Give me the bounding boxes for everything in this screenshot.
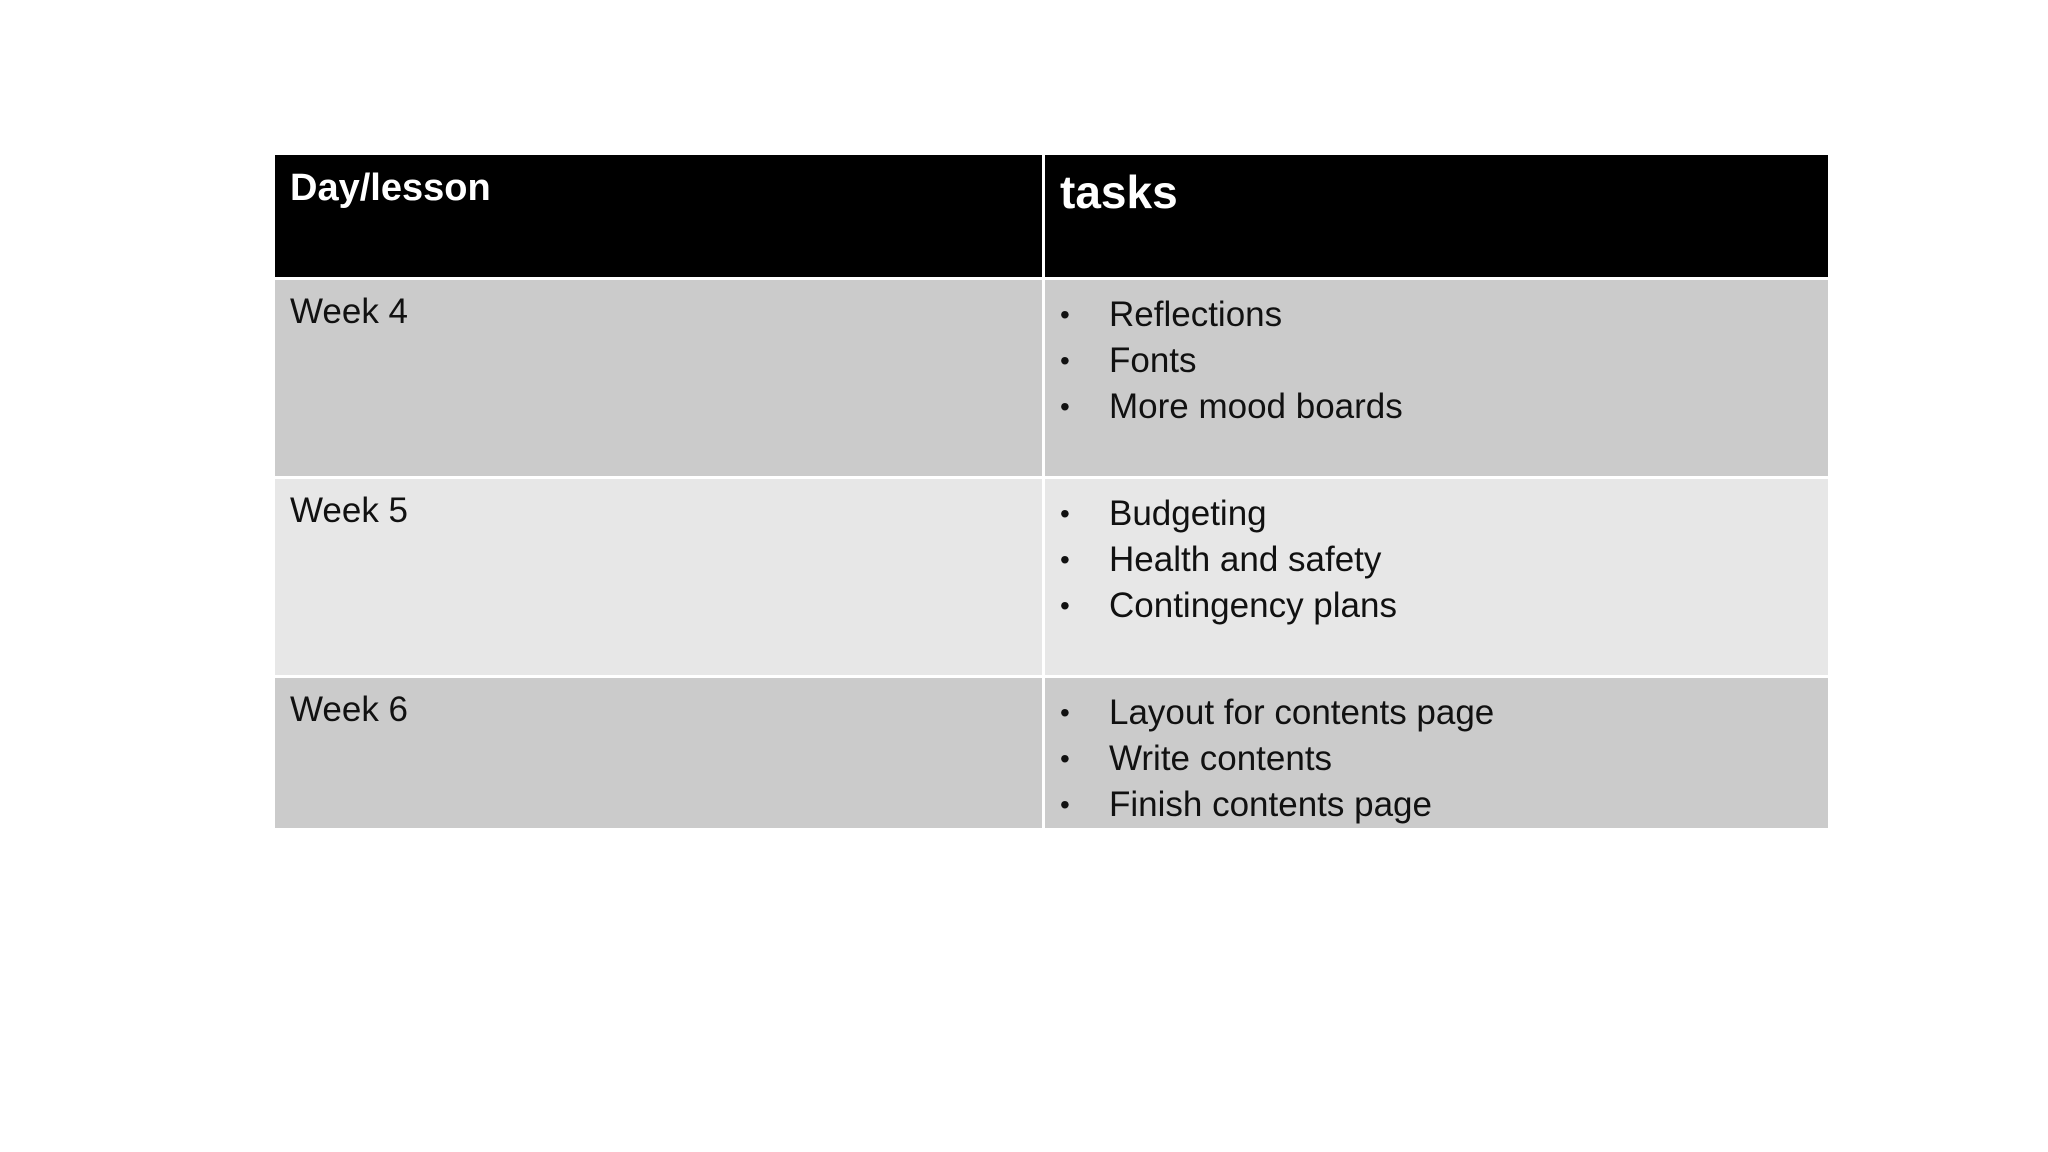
task-text: Contingency plans xyxy=(1109,586,1397,625)
bullet-icon: • xyxy=(1060,743,1070,774)
table-row xyxy=(274,279,1830,478)
bullet-icon: • xyxy=(1060,697,1070,728)
task-text: Reflections xyxy=(1109,295,1283,334)
tasks-cell xyxy=(1044,677,1830,830)
task-text: Layout for contents page xyxy=(1109,693,1495,732)
task-item xyxy=(1060,537,1828,583)
task-item xyxy=(1060,690,1828,736)
task-text: Budgeting xyxy=(1109,494,1267,533)
task-list xyxy=(1045,280,1828,430)
header-cell-day xyxy=(274,154,1044,279)
header-tasks-label: tasks xyxy=(1060,166,1178,218)
bullet-icon: • xyxy=(1060,498,1070,529)
task-item xyxy=(1060,736,1828,782)
task-item xyxy=(1060,491,1828,537)
table-row xyxy=(274,677,1830,830)
tasks-cell xyxy=(1044,478,1830,677)
week-cell xyxy=(274,677,1044,830)
bullet-icon: • xyxy=(1060,590,1070,621)
task-text: More mood boards xyxy=(1109,387,1403,426)
header-cell-tasks xyxy=(1044,154,1830,279)
bullet-icon: • xyxy=(1060,544,1070,575)
week-cell xyxy=(274,478,1044,677)
task-list xyxy=(1045,678,1828,828)
task-item xyxy=(1060,583,1828,629)
table-header-row xyxy=(274,154,1830,279)
week-label: Week 6 xyxy=(290,690,409,729)
task-text: Fonts xyxy=(1109,341,1197,380)
week-label: Week 4 xyxy=(290,292,409,331)
week-label: Week 5 xyxy=(290,491,409,530)
table-row xyxy=(274,478,1830,677)
task-text: Write contents xyxy=(1109,739,1333,778)
bullet-icon: • xyxy=(1060,789,1070,820)
task-item xyxy=(1060,782,1828,828)
task-item xyxy=(1060,384,1828,430)
bullet-icon: • xyxy=(1060,345,1070,376)
week-cell xyxy=(274,279,1044,478)
bullet-icon: • xyxy=(1060,299,1070,330)
task-item xyxy=(1060,292,1828,338)
header-day-label: Day/lesson xyxy=(290,167,491,209)
schedule-table xyxy=(272,152,1831,831)
task-list xyxy=(1045,479,1828,629)
bullet-icon: • xyxy=(1060,391,1070,422)
task-item xyxy=(1060,338,1828,384)
task-text: Finish contents page xyxy=(1109,785,1432,824)
task-text: Health and safety xyxy=(1109,540,1382,579)
tasks-cell xyxy=(1044,279,1830,478)
